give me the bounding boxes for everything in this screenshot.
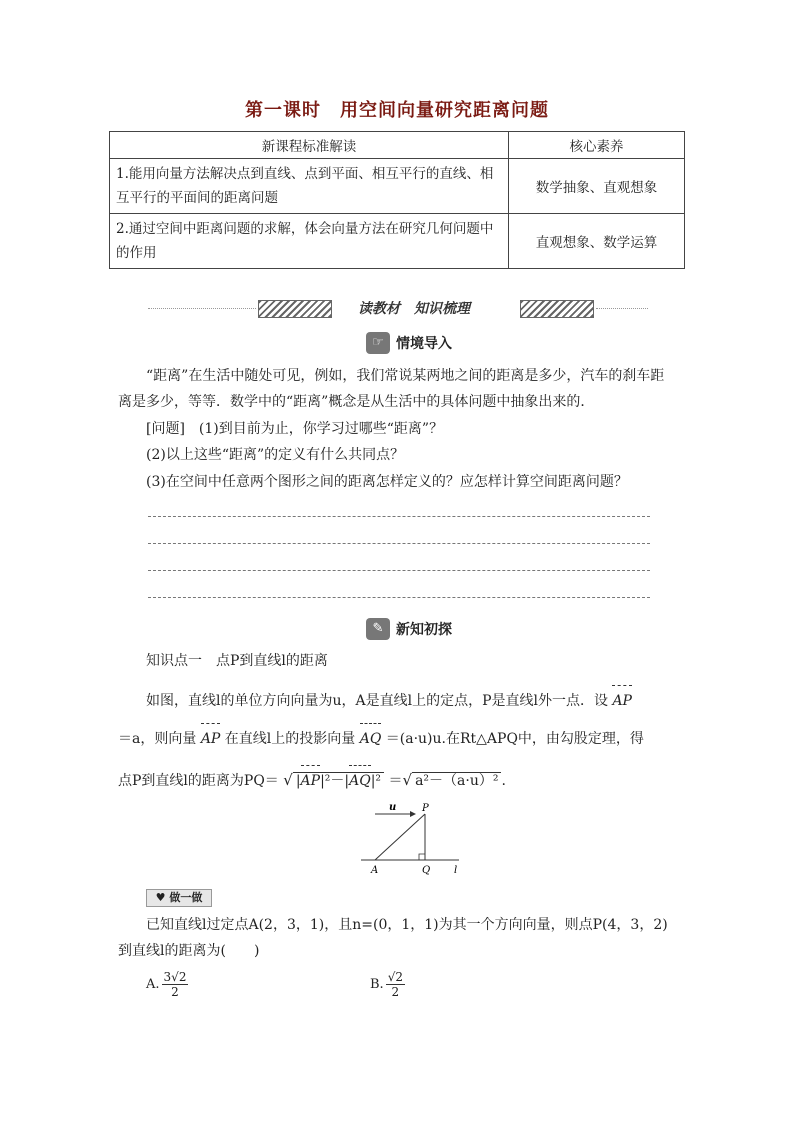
question-item: (2)以上这些“距离”的定义有什么共同点？ [146,447,405,463]
question-item: (3)在空间中任意两个图形之间的距离怎样定义的？应怎样计算空间距离问题？ [146,474,628,490]
sqrt-icon: √ [283,771,293,789]
vector-ap: AP [201,722,221,752]
exercise-badge: ♥ 做一做 [146,889,212,907]
situation-paragraph: “距离”在生活中随处可见，例如，我们常说某两地之间的距离是多少，汽车的刹车距离是多少，等等．数学中的“距离”概念是从生活中的具体问题中抽象出来的． [118,368,665,410]
vector-aq: AQ [360,722,382,752]
standard-cell: 1.能用向量方法解决点到直线、点到平面、相互平行的直线、相互平行的平面间的距离问题 [110,159,509,214]
answer-line [148,543,650,544]
hand-pointer-icon: ☞ [366,332,390,354]
banner-stripe-left [258,300,332,318]
lightbulb-icon: ✎ [366,618,390,640]
question-item: [问题] (1)到目前为止，你学习过哪些“距离”？ [146,421,444,437]
segment-ap [375,814,425,860]
new-knowledge-heading: ✎ 新知初探 [366,618,452,640]
table-row [110,159,685,214]
answer-line [148,516,650,517]
vector-ap: AP [612,684,632,714]
radicand: a²－（a·u）² [412,772,501,789]
banner-label: 读教材 知识梳理 [358,301,470,317]
option-b[interactable]: B. $\frac{√2}{2}$ [370,970,403,999]
table-header-row [110,132,685,159]
fraction: $\frac{3√2}{2}$ [163,970,187,999]
option-a[interactable]: A. $\frac{3√2}{2}$ [146,970,187,999]
sqrt-icon: √ [402,771,413,789]
formula-line-2: ＝a，则向量 AP 在直线l上的投影向量 AQ ＝(a·u)u.在Rt△APQ中，由勾股定理，得 [118,722,678,752]
answer-line [148,597,650,598]
label-q: Q [422,865,431,876]
banner-stripe-right [520,300,594,318]
right-angle-mark [419,854,425,860]
exercise-question: 已知直线l过定点A(2，3，1)，且n=(0，1，1)为其一个方向向量，则点P(4，3，2) [146,917,668,933]
knowledge-point-title: 知识点一 点P到直线l的距离 [146,653,328,669]
dotted-rule [596,308,648,309]
page-title: 第一课时 用空间向量研究距离问题 [245,100,549,121]
table-header: 新课程标准解读 [110,132,509,159]
standards-table [109,131,685,269]
label-a: A [371,865,379,876]
radicand: |AP|²－|AQ|² [293,772,384,789]
arrowhead [410,811,416,817]
label-u: u [389,802,397,813]
literacy-cell: 直观想象、数学运算 [509,214,685,269]
answer-line [148,570,650,571]
standard-cell: 2.通过空间中距离问题的求解，体会向量方法在研究几何问题中的作用 [110,214,509,269]
exercise-question: 到直线l的距离为( ) [118,943,260,959]
section-banner [148,297,648,321]
situation-heading: ☞ 情境导入 [366,332,452,354]
geometry-figure [355,800,470,878]
formula-line-3: 点P到直线l的距离为PQ＝ √ |AP|²－|AQ|² ＝√ a²－（a·u）² . [118,764,678,794]
table-header: 核心素养 [509,132,685,159]
dotted-rule [148,308,256,309]
label-p: P [422,803,429,814]
formula-line-1: 如图，直线l的单位方向向量为u，A是直线l上的定点，P是直线l外一点．设 AP [146,684,686,714]
table-row [110,214,685,269]
fraction: $\frac{√2}{2}$ [387,970,403,999]
heart-icon: ♥ [155,891,166,904]
literacy-cell: 数学抽象、直观想象 [509,159,685,214]
label-l: l [454,865,458,876]
